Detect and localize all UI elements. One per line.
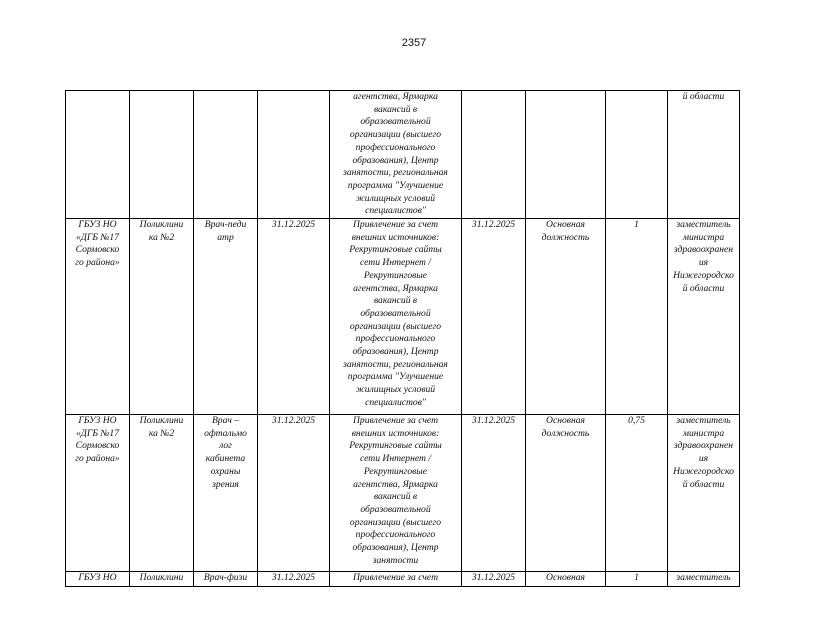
cell-line: заместитель — [676, 572, 731, 584]
recruitment-source-cell — [330, 415, 462, 572]
employment-type-cell — [526, 572, 606, 587]
cell-line: заместитель — [676, 415, 731, 427]
cell-line: ГБУЗ НО — [78, 572, 117, 584]
cell-line: специалистов" — [365, 396, 426, 408]
cell-line: образования), Центр — [352, 542, 439, 554]
organization-cell — [66, 219, 130, 415]
date-cell: 31.12.2025 — [258, 572, 330, 587]
cell-line: Поликлини — [139, 219, 184, 231]
cell-line: организации (высшего — [349, 320, 442, 332]
unit-cell — [130, 91, 194, 219]
cell-line: заместитель — [676, 219, 731, 231]
recruitment-source-cell — [330, 572, 462, 587]
cell-line: здравоохранен — [673, 244, 734, 256]
cell-line: внешних источников: — [351, 427, 440, 439]
cell-line: го района» — [75, 453, 120, 465]
position-cell — [194, 415, 258, 572]
rate-cell: 0,75 — [606, 415, 668, 572]
cell-line: организации (высшего — [349, 516, 442, 528]
cell-line: Привлечение за счет — [353, 415, 438, 427]
unit-cell — [130, 219, 194, 415]
responsible-official-cell — [668, 219, 740, 415]
cell-line: организации (высшего — [349, 129, 442, 141]
cell-line: Врач-физи — [203, 572, 248, 584]
cell-line: агентства, Ярмарка — [353, 478, 438, 490]
cell-line: программа "Улучшение — [347, 179, 444, 191]
cell-line: «ДГБ №17 — [75, 427, 120, 439]
cell-line: Привлечение за счет — [353, 219, 438, 231]
responsible-official-cell — [668, 572, 740, 587]
position-cell — [194, 219, 258, 415]
organization-cell — [66, 91, 130, 219]
unit-cell — [130, 415, 194, 572]
deadline-cell — [462, 91, 526, 219]
cell-line: вакансий в — [373, 295, 418, 307]
cell-line: программа "Улучшение — [347, 371, 444, 383]
cell-line: агентства, Ярмарка — [353, 282, 438, 294]
cell-line: ия — [698, 453, 709, 465]
cell-line: профессионального — [355, 529, 436, 541]
position-cell — [194, 572, 258, 587]
recruitment-source-cell — [330, 219, 462, 415]
cell-line: занятости, региональная — [343, 358, 448, 370]
cell-line: сети Интернет / — [360, 257, 431, 269]
cell-line: министра — [682, 427, 725, 439]
cell-line: агентства, Ярмарка — [353, 91, 438, 102]
cell-line: Рекрутинговые сайты — [349, 440, 442, 452]
table-row — [66, 415, 740, 572]
date-cell — [258, 91, 330, 219]
cell-line: Основная — [546, 572, 585, 584]
recruitment-source-cell — [330, 91, 462, 219]
cell-line: здравоохранен — [673, 440, 734, 452]
employment-type-cell — [526, 91, 606, 219]
cell-line: Привлечение за счет — [353, 572, 438, 584]
cell-line: ка №2 — [148, 231, 175, 243]
cell-line: Врач – — [211, 415, 240, 427]
cell-line: ка №2 — [148, 427, 175, 439]
deadline-cell: 31.12.2025 — [462, 219, 526, 415]
cell-line: атр — [217, 231, 234, 243]
cell-line: вакансий в — [373, 103, 418, 115]
table-row — [66, 219, 740, 415]
cell-line: вакансий в — [373, 491, 418, 503]
cell-line: занятости, региональная — [343, 167, 448, 179]
cell-line: Сормовско — [75, 440, 120, 452]
date-cell: 31.12.2025 — [258, 415, 330, 572]
table-row — [66, 572, 740, 587]
cell-line: образовательной — [360, 307, 431, 319]
cell-line: образования), Центр — [352, 154, 439, 166]
cell-line: жилищных условий — [355, 192, 436, 204]
employment-type-cell — [526, 219, 606, 415]
cell-line: й области — [682, 282, 725, 294]
cell-line: специалистов" — [365, 205, 426, 217]
cell-line: должность — [541, 427, 590, 439]
cell-line: образовательной — [360, 116, 431, 128]
cell-line: министра — [682, 231, 725, 243]
cell-line: внешних источников: — [351, 231, 440, 243]
cell-line: Поликлини — [139, 572, 184, 584]
cell-line: Врач-педи — [204, 219, 247, 231]
organization-cell — [66, 572, 130, 587]
cell-line: зрения — [212, 478, 239, 490]
cell-line: Основная — [546, 415, 585, 427]
rate-cell: 1 — [606, 572, 668, 587]
cell-line: Основная — [546, 219, 585, 231]
page-number: 2357 — [401, 37, 427, 49]
cell-line: й области — [682, 91, 725, 102]
cell-line: Поликлини — [139, 415, 184, 427]
cell-line: офтальмо — [204, 427, 247, 439]
organization-cell — [66, 415, 130, 572]
cell-line: ГБУЗ НО — [78, 219, 117, 231]
cell-line: «ДГБ №17 — [75, 231, 120, 243]
rate-cell: 1 — [606, 219, 668, 415]
cell-line: образования), Центр — [352, 346, 439, 358]
cell-line: сети Интернет / — [360, 453, 431, 465]
cell-line: занятости — [372, 554, 419, 566]
cell-line: профессионального — [355, 333, 436, 345]
cell-line: й области — [682, 478, 725, 490]
cell-line: охраны — [210, 465, 241, 477]
cell-line: образовательной — [360, 503, 431, 515]
deadline-cell: 31.12.2025 — [462, 415, 526, 572]
cell-line: жилищных условий — [355, 384, 436, 396]
cell-line: Рекрутинговые — [363, 269, 428, 281]
cell-line: Рекрутинговые сайты — [349, 244, 442, 256]
table-row — [66, 91, 740, 219]
cell-line: Сормовско — [75, 244, 120, 256]
position-cell — [194, 91, 258, 219]
employment-type-cell — [526, 415, 606, 572]
cell-line: лог — [219, 440, 232, 452]
vacancy-table — [65, 90, 740, 587]
cell-line: должность — [541, 231, 590, 243]
unit-cell — [130, 572, 194, 587]
cell-line: Нижегородско — [673, 465, 734, 477]
cell-line: го района» — [75, 257, 120, 269]
responsible-official-cell — [668, 415, 740, 572]
cell-line: кабинета — [205, 453, 246, 465]
cell-line: ия — [698, 257, 709, 269]
rate-cell — [606, 91, 668, 219]
cell-line: Рекрутинговые — [363, 465, 428, 477]
cell-line: Нижегородско — [673, 269, 734, 281]
cell-line: ГБУЗ НО — [78, 415, 117, 427]
deadline-cell: 31.12.2025 — [462, 572, 526, 587]
responsible-official-cell — [668, 91, 740, 219]
cell-line: профессионального — [355, 141, 436, 153]
date-cell: 31.12.2025 — [258, 219, 330, 415]
